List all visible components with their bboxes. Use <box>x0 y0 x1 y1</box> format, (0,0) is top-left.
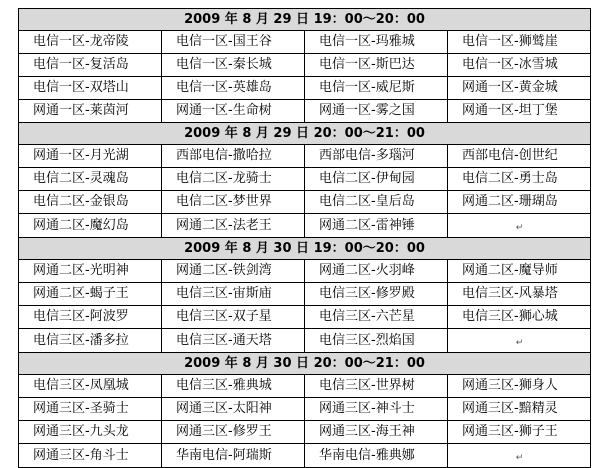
table-row <box>19 145 591 168</box>
server-cell <box>448 77 591 100</box>
server-cell <box>305 145 448 168</box>
server-name: 电信二区-伊甸园 <box>319 171 415 186</box>
server-cell <box>305 398 448 421</box>
server-cell <box>162 375 305 398</box>
server-name: 网通二区-蝎子王 <box>33 286 129 301</box>
schedule-table <box>18 8 591 468</box>
server-name: 电信一区-双塔山 <box>33 80 129 95</box>
server-cell <box>162 31 305 54</box>
server-cell <box>305 283 448 306</box>
server-name: 网通三区-修罗王 <box>176 424 272 439</box>
server-cell <box>448 145 591 168</box>
server-name: 网通二区-火羽峰 <box>319 263 415 278</box>
server-name: 电信三区-阿波罗 <box>33 309 129 324</box>
server-cell <box>19 375 162 398</box>
server-cell <box>305 421 448 444</box>
table-row <box>19 306 591 329</box>
server-cell <box>448 306 591 329</box>
server-cell <box>19 54 162 77</box>
paragraph-mark-icon: ↵ <box>515 338 524 348</box>
table-row <box>19 31 591 54</box>
server-cell <box>19 329 162 353</box>
server-cell <box>19 31 162 54</box>
server-name: 电信一区-狮鹫崖 <box>462 34 558 49</box>
server-name: 网通二区-魔幻岛 <box>33 217 129 233</box>
paragraph-mark-icon: ↵ <box>515 453 524 463</box>
server-cell <box>305 214 448 238</box>
server-name: 网通二区-光明神 <box>33 263 129 278</box>
section-time-header: 2009 年 8 月 30 日 20：00～21：00 <box>19 353 591 375</box>
server-name: 网通二区-法老王 <box>176 217 272 233</box>
server-name: 网通一区-雾之国 <box>319 103 415 118</box>
table-row <box>19 191 591 214</box>
server-name: 电信三区-世界树 <box>319 378 415 393</box>
table-row <box>19 329 591 353</box>
server-cell <box>305 31 448 54</box>
server-cell <box>448 31 591 54</box>
server-cell <box>162 100 305 123</box>
server-name: 电信二区-金银岛 <box>33 194 129 209</box>
server-name: 网通三区-狮身人 <box>462 378 558 393</box>
table-row <box>19 168 591 191</box>
table-row <box>19 421 591 444</box>
empty-cell <box>448 444 591 468</box>
table-row <box>19 375 591 398</box>
server-cell <box>19 77 162 100</box>
server-name: 西部电信-创世纪 <box>462 148 558 163</box>
server-name: 电信三区-雅典城 <box>176 378 272 393</box>
server-cell <box>19 214 162 238</box>
empty-cell <box>448 329 591 353</box>
section-header-row <box>19 238 591 260</box>
server-name: 电信三区-双子星 <box>176 309 272 324</box>
table-row <box>19 54 591 77</box>
server-cell <box>305 260 448 283</box>
server-name: 电信三区-烈焰国 <box>319 332 415 348</box>
server-cell <box>19 191 162 214</box>
server-name: 西部电信-撒哈拉 <box>176 148 272 163</box>
server-cell <box>162 191 305 214</box>
server-name: 电信三区-凤凰城 <box>33 378 129 393</box>
server-name: 网通二区-珊瑚岛 <box>462 194 558 209</box>
server-cell <box>19 283 162 306</box>
server-cell <box>305 100 448 123</box>
server-cell <box>305 77 448 100</box>
server-name: 电信三区-风暴塔 <box>462 286 558 301</box>
server-name: 网通一区-莱茵河 <box>33 103 129 118</box>
server-cell <box>305 329 448 353</box>
server-name: 网通一区-月光湖 <box>33 148 129 163</box>
section-time-header: 2009 年 8 月 29 日 19：00～20：00 <box>19 9 591 31</box>
server-name: 电信二区-梦世界 <box>176 194 272 209</box>
section-time-header: 2009 年 8 月 29 日 20：00～21：00 <box>19 123 591 145</box>
server-name: 电信三区-狮心城 <box>462 309 558 324</box>
server-name: 电信二区-灵魂岛 <box>33 171 129 186</box>
server-cell <box>162 444 305 468</box>
server-cell <box>162 77 305 100</box>
server-cell <box>448 375 591 398</box>
section-header-row <box>19 9 591 31</box>
server-name: 网通二区-魔导师 <box>462 263 558 278</box>
server-name: 电信三区-通天塔 <box>176 332 272 348</box>
server-cell <box>305 306 448 329</box>
server-cell <box>448 100 591 123</box>
section-header-row <box>19 353 591 375</box>
server-name: 网通三区-角斗士 <box>33 447 129 463</box>
server-cell <box>19 444 162 468</box>
server-name: 电信一区-冰雪城 <box>462 57 558 72</box>
server-name: 电信三区-宙斯庙 <box>176 286 272 301</box>
section-header-row <box>19 123 591 145</box>
server-cell <box>19 145 162 168</box>
server-cell <box>19 260 162 283</box>
server-name: 电信二区-龙骑士 <box>176 171 272 186</box>
server-name: 电信一区-复活岛 <box>33 57 129 72</box>
server-name: 电信一区-国王谷 <box>176 34 272 49</box>
server-cell <box>19 398 162 421</box>
server-name: 网通三区-狮子王 <box>462 424 558 439</box>
server-name: 电信二区-勇士岛 <box>462 171 558 186</box>
server-name: 电信一区-英雄岛 <box>176 80 272 95</box>
server-cell <box>19 168 162 191</box>
server-name: 电信一区-秦长城 <box>176 57 272 72</box>
server-name: 电信二区-皇后岛 <box>319 194 415 209</box>
server-name: 电信一区-威尼斯 <box>319 80 415 95</box>
table-row <box>19 398 591 421</box>
server-name: 网通二区-雷神锤 <box>319 217 415 233</box>
server-name: 网通三区-神斗士 <box>319 401 415 416</box>
section-time-header: 2009 年 8 月 30 日 19：00～20：00 <box>19 238 591 260</box>
server-name: 网通二区-铁剑湾 <box>176 263 272 278</box>
server-name: 电信一区-玛雅城 <box>319 34 415 49</box>
server-cell <box>19 100 162 123</box>
server-cell <box>305 54 448 77</box>
server-cell <box>162 398 305 421</box>
server-name: 网通三区-九头龙 <box>33 424 129 439</box>
server-cell <box>162 54 305 77</box>
server-cell <box>162 145 305 168</box>
server-name: 网通三区-太阳神 <box>176 401 272 416</box>
server-name: 华南电信-阿瑞斯 <box>176 447 272 463</box>
server-cell <box>19 421 162 444</box>
server-cell <box>305 168 448 191</box>
schedule-body <box>19 9 591 468</box>
server-cell <box>448 168 591 191</box>
server-cell <box>448 421 591 444</box>
server-name: 电信三区-修罗殿 <box>319 286 415 301</box>
server-cell <box>19 306 162 329</box>
server-cell <box>162 329 305 353</box>
table-row <box>19 283 591 306</box>
server-name: 电信三区-潘多拉 <box>33 332 129 348</box>
server-cell <box>305 191 448 214</box>
empty-cell <box>448 214 591 238</box>
server-name: 网通三区-海王神 <box>319 424 415 439</box>
server-name: 华南电信-雅典娜 <box>319 447 415 463</box>
table-row <box>19 444 591 468</box>
server-cell <box>162 306 305 329</box>
server-cell <box>162 260 305 283</box>
server-cell <box>162 283 305 306</box>
table-row <box>19 214 591 238</box>
server-cell <box>162 214 305 238</box>
table-row <box>19 260 591 283</box>
server-name: 网通三区-圣骑士 <box>33 401 129 416</box>
server-cell <box>162 168 305 191</box>
server-cell <box>305 444 448 468</box>
server-name: 电信一区-龙帝陵 <box>33 34 129 49</box>
server-cell <box>305 375 448 398</box>
server-name: 网通三区-黯精灵 <box>462 401 558 416</box>
server-name: 网通一区-坦丁堡 <box>462 103 558 118</box>
server-cell <box>448 191 591 214</box>
paragraph-mark-icon: ↵ <box>515 223 524 233</box>
server-name: 电信一区-斯巴达 <box>319 57 415 72</box>
table-row <box>19 100 591 123</box>
server-name: 电信三区-六芒星 <box>319 309 415 324</box>
server-name: 西部电信-多瑙河 <box>319 148 415 163</box>
server-name: 网通一区-生命树 <box>176 103 272 118</box>
server-name: 网通一区-黄金城 <box>462 80 558 95</box>
server-cell <box>162 421 305 444</box>
server-cell <box>448 283 591 306</box>
server-cell <box>448 54 591 77</box>
server-cell <box>448 260 591 283</box>
table-row <box>19 77 591 100</box>
server-cell <box>448 398 591 421</box>
